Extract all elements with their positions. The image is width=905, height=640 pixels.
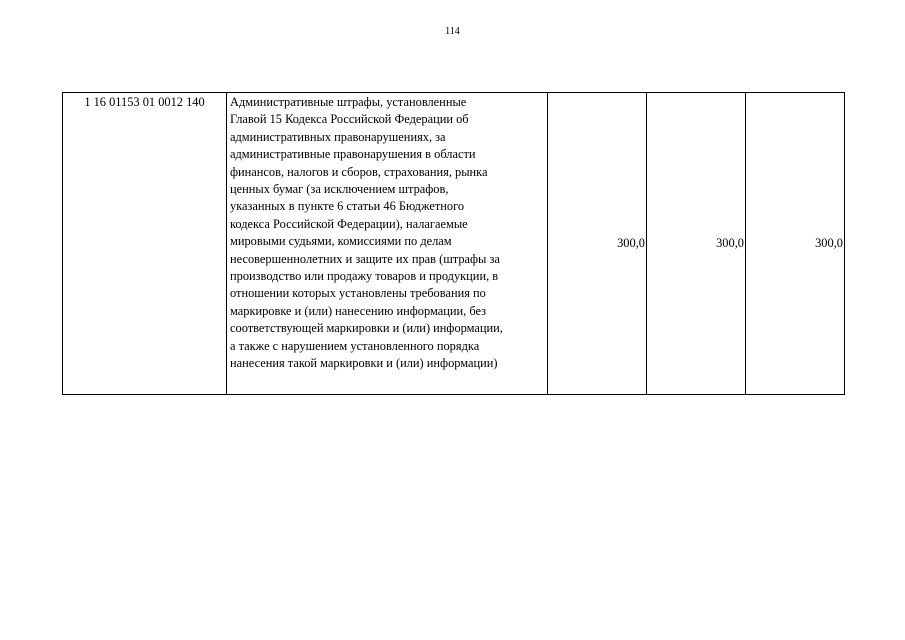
description-line: указанных в пункте 6 статьи 46 Бюджетного <box>230 199 465 214</box>
amount-year-3: 300,0 <box>746 93 845 395</box>
description-line: несовершеннолетних и защите их прав (штрафы за <box>230 251 500 266</box>
description-line: Главой 15 Кодекса Российской Федерации об <box>230 112 469 127</box>
description-line: производство или продажу товаров и продукции, в <box>230 269 499 284</box>
description-line: административных правонарушениях, за <box>230 129 446 144</box>
description-line: финансов, налогов и сборов, страхования, рынка <box>230 164 488 179</box>
amount-year-2: 300,0 <box>647 93 746 395</box>
page-number: 114 <box>445 26 460 37</box>
table-row <box>63 93 845 395</box>
amount-year-1: 300,0 <box>548 93 647 395</box>
description-line: кодекса Российской Федерации), налагаемые <box>230 216 468 231</box>
description-line: отношении которых установлены требования по <box>230 286 486 301</box>
description-line: нанесения такой маркировки и (или) информации) <box>230 356 498 371</box>
description-line: мировыми судьями, комиссиями по делам <box>230 234 452 249</box>
description-line: Административные штрафы, установленные <box>230 95 467 109</box>
description-line: административные правонарушения в области <box>230 147 476 162</box>
income-description <box>227 93 548 395</box>
description-line: соответствующей маркировки и (или) информации, <box>230 321 503 336</box>
description-line: а также с нарушением установленного порядка <box>230 338 480 353</box>
budget-classification-code: 1 16 01153 01 0012 140 <box>63 93 227 395</box>
budget-table <box>62 92 845 395</box>
description-line: ценных бумаг (за исключением штрафов, <box>230 182 449 197</box>
description-line: маркировке и (или) нанесению информации, без <box>230 303 487 318</box>
